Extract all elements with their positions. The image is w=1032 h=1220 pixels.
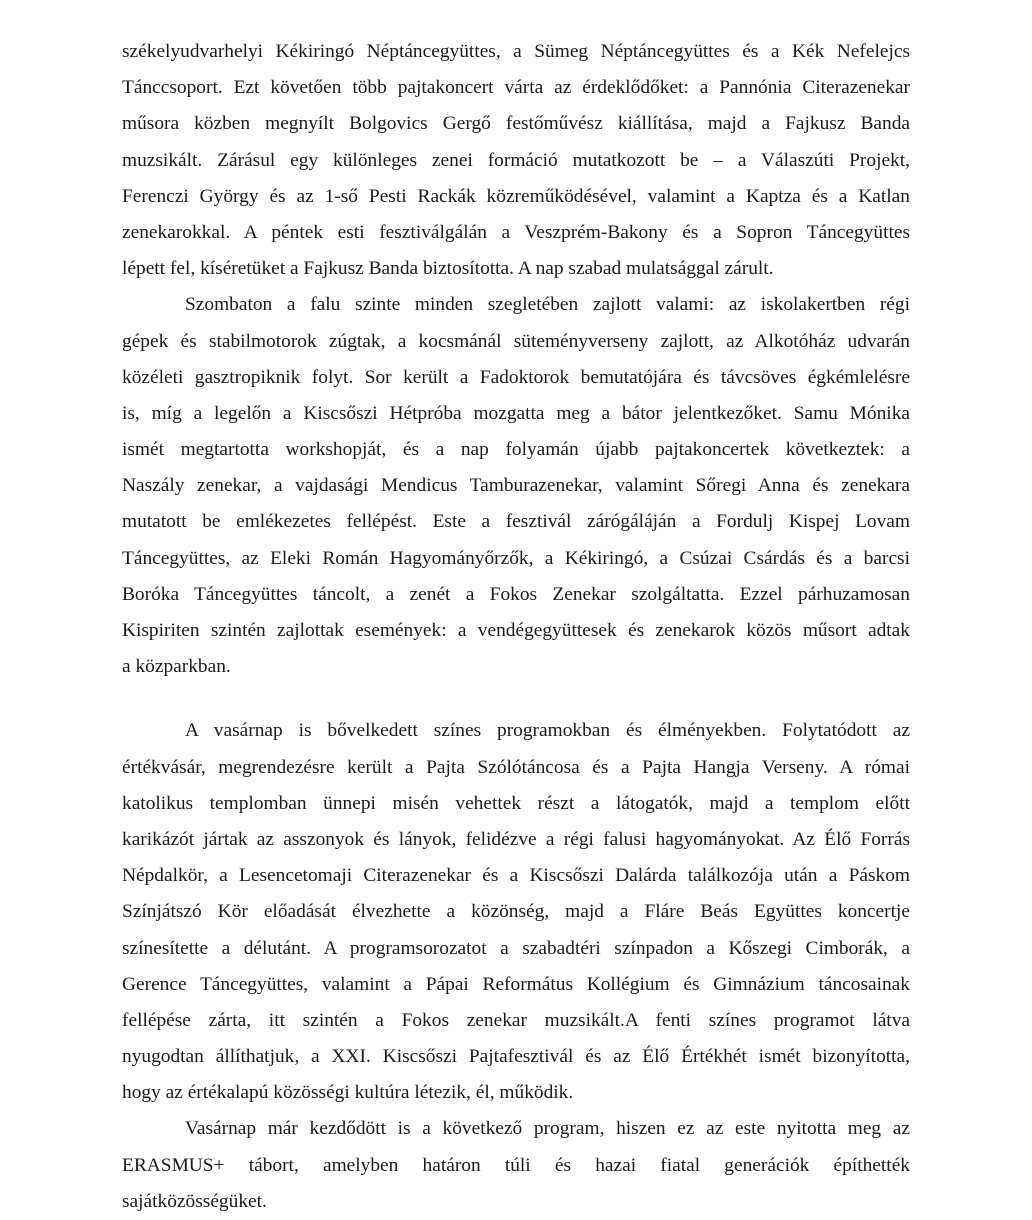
paragraph-friday: [122, 34, 910, 287]
text-line: zenekarokkal. A péntek esti fesztiválgálán a Veszprém-Bakony és a Sopron Táncegyüttes: [122, 221, 910, 243]
text-line: sajátközösségüket.: [122, 1190, 267, 1212]
paragraph-sunday: [122, 713, 910, 1111]
text-line: karikázót jártak az asszonyok és lányok, felidézve a régi falusi hagyományokat. Az Élő Forrás: [122, 828, 910, 850]
text-line: lépett fel, kíséretüket a Fajkusz Banda biztosította. A nap szabad mulatsággal zárult.: [122, 258, 774, 280]
text-line: Szombaton a falu szinte minden szegletében zajlott valami: az iskolakertben régi: [185, 294, 910, 316]
document-page: [122, 34, 910, 1220]
text-line: mutatott be emlékezetes fellépést. Este a fesztivál zárógáláján a Fordulj Kispej Lovam: [122, 511, 910, 533]
text-line: Gerence Táncegyüttes, valamint a Pápai Református Kollégium és Gimnázium táncosainak: [122, 973, 910, 995]
text-line: muzsikált. Zárásul egy különleges zenei formáció mutatkozott be – a Válaszúti Projekt,: [122, 149, 910, 171]
text-line: értékvásár, megrendezésre került a Pajta Szólótáncosa és a Pajta Hangja Verseny. A római: [122, 756, 910, 778]
text-line: gépek és stabilmotorok zúgtak, a kocsmánál süteményverseny zajlott, az Alkotóház udvarán: [122, 330, 910, 352]
text-line: Vasárnap már kezdődött is a következő program, hiszen ez az este nyitotta meg az: [185, 1118, 910, 1140]
paragraph-erasmus: [122, 1111, 910, 1220]
text-line: nyugodtan állíthatjuk, a XXI. Kiscsőszi Pajtafesztivál és az Élő Értékhét ismét bizonyította,: [122, 1046, 910, 1068]
text-line: Táncegyüttes, az Eleki Román Hagyományőrzők, a Kékiringó, a Csúzai Csárdás és a barcsi: [122, 547, 910, 569]
text-line: ismét megtartotta workshopját, és a nap folyamán újabb pajtakoncertek következtek: a: [122, 439, 910, 461]
text-line: Népdalkör, a Lesencetomaji Citerazenekar és a Kiscsőszi Dalárda találkozója után a Páskom: [122, 865, 910, 887]
text-line: Tánccsoport. Ezt követően több pajtakoncert várta az érdeklődőket: a Pannónia Citerazenekar: [122, 77, 910, 99]
text-line: is, míg a legelőn a Kiscsőszi Hétpróba mozgatta meg a bátor jelentkezőket. Samu Mónika: [122, 402, 910, 424]
text-line: Színjátszó Kör előadását élvezhette a közönség, majd a Fláre Beás Együttes koncertje: [122, 901, 910, 923]
text-line: Boróka Táncegyüttes táncolt, a zenét a Fokos Zenekar szolgáltatta. Ezzel párhuzamosan: [122, 583, 910, 605]
text-line: színesítette a délutánt. A programsorozatot a szabadtéri színpadon a Kőszegi Cimborák, a: [122, 937, 910, 959]
text-line: A vasárnap is bővelkedett színes programokban és élményekben. Folytatódott az: [185, 720, 910, 742]
text-line: műsora közben megnyílt Bolgovics Gergő festőművész kiállítása, majd a Fajkusz Banda: [122, 113, 910, 135]
text-line: ERASMUS+ tábort, amelyben határon túli és hazai fiatal generációk építhették: [122, 1154, 910, 1176]
text-line: közéleti gasztropiknik folyt. Sor került a Fadoktorok bemutatójára és távcsöves égkémlelésre: [122, 366, 910, 388]
text-line: hogy az értékalapú közösségi kultúra létezik, él, működik.: [122, 1082, 574, 1104]
paragraph-saturday: [122, 287, 910, 685]
text-line: fellépése zárta, itt szintén a Fokos zenekar muzsikált.A fenti színes programot látva: [122, 1009, 910, 1031]
text-line: a közparkban.: [122, 656, 231, 678]
text-line: katolikus templomban ünnepi misén vehettek részt a látogatók, majd a templom előtt: [122, 792, 910, 814]
text-line: székelyudvarhelyi Kékiringó Néptáncegyüttes, a Sümeg Néptáncegyüttes és a Kék Nefelejcs: [122, 41, 910, 62]
text-line: Ferenczi György és az 1-ső Pesti Rackák közreműködésével, valamint a Kaptza és a Katlan: [122, 185, 910, 207]
text-line: Naszály zenekar, a vajdasági Mendicus Tamburazenekar, valamint Sőregi Anna és zenekara: [122, 475, 910, 497]
text-line: Kispiriten szintén zajlottak események: a vendégegyüttesek és zenekarok közös műsort adtak: [122, 620, 910, 641]
